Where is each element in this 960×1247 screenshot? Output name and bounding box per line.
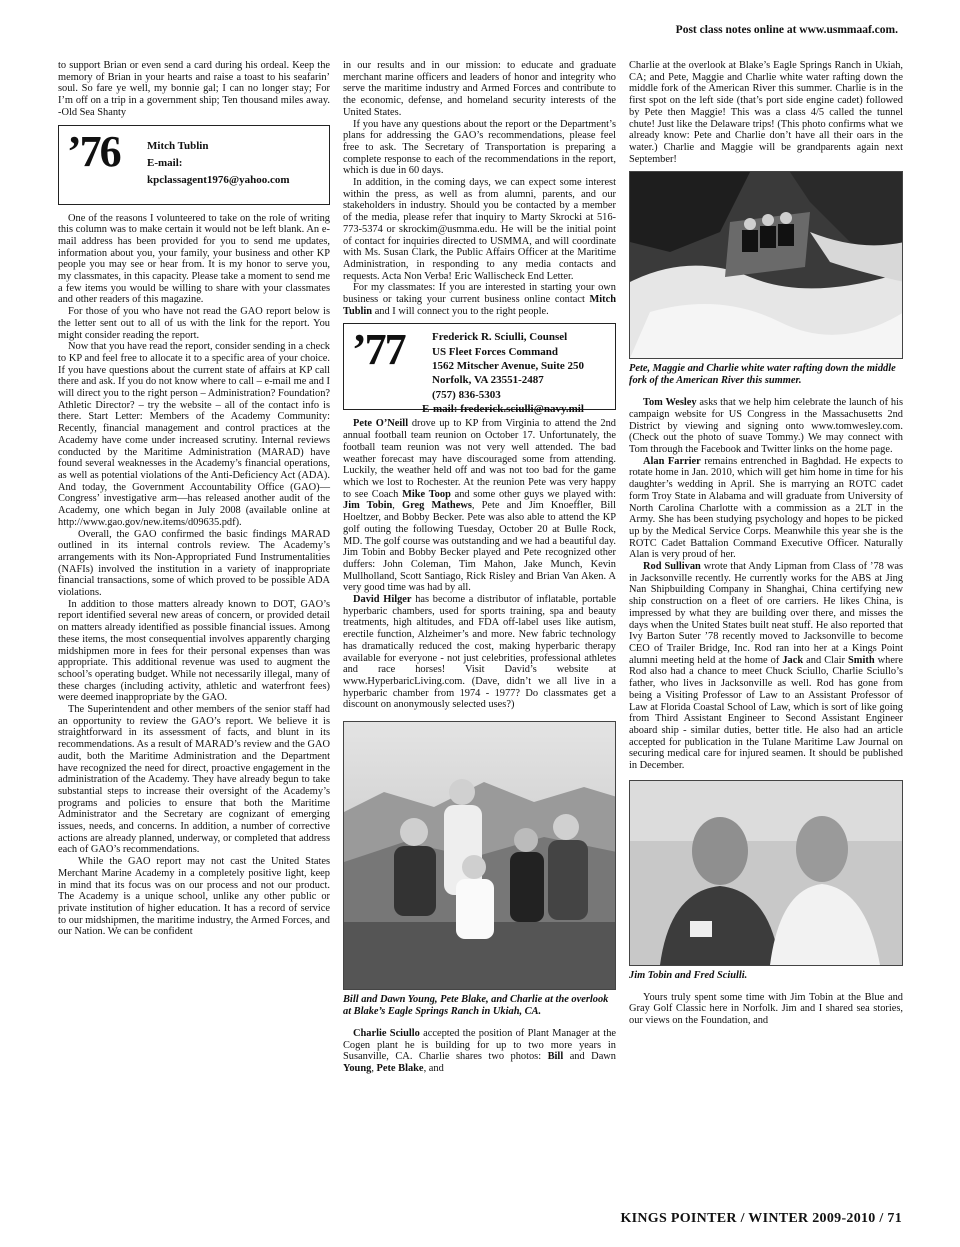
rafting-photo	[629, 171, 903, 359]
class-agent-address: 1562 Mitscher Avenue, Suite 250	[432, 360, 585, 373]
paragraph: Charlie Sciullo accepted the position of Plant Manager at the Cogen plant he is building for up to two more years in Susanville, CA. Charlie shares two photos: Bill and Dawn Young, Pete Blake, and	[343, 1027, 617, 1075]
paragraph: For my classmates: If you are interested in starting your own business or taking your current business online contact Mitch Tublin and I will connect you to the right people.	[343, 282, 616, 317]
photo-caption: Bill and Dawn Young, Pete Blake, and Charlie at the overlook at Blake’s Eagle Springs Ranch in Ukiah, CA.	[343, 994, 609, 1017]
paragraph: Pete O’Neill drove up to KP from Virginia to attend the 2nd annual football team reunion on October 17. Unfortunately, the football team reunion was not very well attended. The bad weather forecast may have discouraged some from attending. Luckily, the weather held off and was not too bad for the game which we lost to Rochester. At the reunion Pete was very happy to see Coach Mike Toop and some other guys we played with: Jim Tobin, Greg Mathews, Pete and Jim Knoeffler, Bill Hoeltzer, and Bobby Becker. Pete was also able to attend the KP golf outing the following Tuesday, October 20 at Bulle Rock, MD. The golf course was outstanding and we had a beautiful day. Jim Tobin and Bobby Becker played and Pete recognized other duffers: John Coleman, Tim Mahon, Jake Munch, Kevin Mullholland, Scott Santiago, Rick Risley and Brian Van Aken. A very good time was had by all.	[343, 418, 617, 594]
email-label: E-mail:	[147, 156, 183, 169]
paragraph: Rod Sullivan wrote that Andy Lipman from Class of ’78 was in Jacksonville recently. He currently works for the ABS at Jing Nan Shipbuilding Company in Shanghai, China certifying new ship construction on a fleet of ore carriers. He likes China, is impressed by what they are building over there, and misses the days when the United States built neat stuff. He also reported that Ivy Barton Suter ’78 recently moved to Jacksonville to become CEO of Trailer Bridge, Inc. Rod ran into her at a Kings Point alumni meeting held at the home of Jack and Clair Smith where Rod also had a chance to meet Chuck Sciullo, Charlie Sciullo’s father, who lives in Jacksonville as well. Rod has gone from being a Visiting Professor of Law to an Assistant Professor of Law at Florida Coastal School of Law, which is sort of like going from Third Assistant Engineer to Second Assistant Engineer aboard ship - similar duties, better title. He also had an article accepted for publication in the Tulane Maritime Law Journal on securing medical care for injured seamen. It should be published in December.	[629, 561, 904, 772]
class-agent-org: US Fleet Forces Command	[432, 345, 558, 358]
column-3	[629, 60, 903, 1027]
paragraph: David Hilger has become a distributor of inflatable, portable hyperbaric chambers, used for sports training, spa and beauty treatments, high altitudes, and FDA off-label uses like autism, erectile function, Alzheimer’s and more. New fabric technology has dramatically reduced the cost, making hyperbaric therapy available for everyone - not just celebrities, professional athletes and race horses! Visit David’s website at www.HyperbaricLiving.com. (Dave, didn’t we all live in a hyperbaric chamber from 1974 - 1977? Do classmates get a discount on anonymously selected uses?)	[343, 594, 616, 711]
paragraph: to support Brian or even send a card during his ordeal. Keep the memory of Brian in your hearts and raise a toast to his seafarin’ soul. So fare ye well, my bonnie gal; I can no longer stay; For I’m off on a trip in a government ship; Ten thousand miles away. -Old Sea Shanty	[58, 60, 330, 118]
group-photo	[343, 721, 616, 990]
class-76-box	[58, 125, 330, 205]
class-agent-name: Frederick R. Sciulli, Counsel	[432, 331, 568, 344]
photo-caption: Jim Tobin and Fred Sciulli.	[629, 969, 748, 981]
photo-caption: Pete, Maggie and Charlie white water rafting down the middle fork of the American River this summer.	[629, 363, 896, 387]
paragraph: If you have any questions about the report or the Department’s plans for addressing the GAO’s recommendations, please feel free to ask. The Secretary of Transportation is preparing a complete response to each of the recommendations in the report, which is due in 60 days.	[343, 118, 616, 177]
paragraph: In addition, in the coming days, we can expect some interest within the press, as well as from alumni, parents, and our stakeholders in industry. Should you be contacted by a member of the media, please refer that inquiry to Marty Skrocki at 516-773-5374 or skrockim@usmma.edu. He will be the initial point of contact for inquiries directed to USMMA, and will coordinate with Ms. Susan Clark, the Public Affairs Officer at the Maritime Administration, in responding to any media contacts and requests. Acta Non Verba! Eric Wallischeck End Letter.	[343, 177, 616, 282]
class-agent-phone: (757) 836-5303	[432, 388, 501, 401]
portrait-photo	[629, 780, 903, 966]
class-77-box	[343, 323, 616, 415]
paragraph: Overall, the GAO confirmed the basic findings MARAD outlined in its internal controls review. The Academy’s arrangements with its Non-Appropriated Fund Instrumentalities (NAFIs) involved the institution in a variety of inappropriate financial transactions, some of which proved to be possible ADA violations.	[58, 528, 330, 599]
paragraph: Tom Wesley asks that we help him celebrate the launch of his campaign website for US Congress in the Massachusetts 2nd District by viewing and signing onto www.tomwesley.com. (Check out the photo of suave Tommy.) We may connect with Tom through the Facebook and Twitter links on the home page.	[629, 397, 903, 456]
class-agent-name: Mitch Tublin	[147, 139, 209, 152]
paragraph: Charlie at the overlook at Blake’s Eagle Springs Ranch in Ukiah, CA; and Pete, Maggie and Charlie white water rafting down the middle fork of the American River this summer. Charlie is in the first spot on the left side (that’s port side engine cadet) followed by Pete then Maggie! This was a class 4/5 called the tunnel chute! Just like the Delaware trips! (This photo confirms what we already know: Pete and Charlie don’t have all their oars in the water.) Charlie and Maggie will be grandparents again next September!	[629, 60, 903, 165]
paragraph: Yours truly spent some time with Jim Tobin at the Blue and Gray Golf Classic here in Norfolk. Jim and I shared sea stories, our views on the Foundation, and	[629, 991, 903, 1027]
column-1	[58, 60, 330, 938]
paragraph: In addition to those matters already known to DOT, GAO’s report identified several new areas of concern, or provided detail on matters already identified as possible financial issues. Among these items, the most consequential involves apparently charging midshipmen more in fees for their personal expenses than was appropriate. This additional revenue was used to augment the school’s operating budget. While not necessarily illegal, many of these charges (including activity, athletic and waterfront fees) were deemed inappropriate by the GAO.	[58, 598, 330, 704]
paragraph: Now that you have read the report, consider sending in a check to KP and feel free to allocate it to a specific area of your choice. If you have questions about the current state of affairs at KP call there and ask. If you do not know where to call – e-mail me and I will direct you to the right person – Administration? Foundation? Athletic Director? – try the website – all of the contact info is there. Start Letter: Members of the Academy Community: Recently, financial management and control practices at the Academy have come under increased scrutiny. Internal reviews conducted by the Maritime Administration (MARAD) have found several weaknesses in the Academy’s financial operations, as well as potential violations of the Anti-Deficiency Act (ADA). And today, the Government Accountability Office (GAO)—Congress’ investigative arm—has released another audit of the Academy, one which began in July 2008 (available online at http://www.gao.gov/new.items/d09635.pdf).	[58, 341, 330, 528]
class-agent-city: Norfolk, VA 23551-2487	[432, 374, 544, 387]
column-2	[343, 60, 616, 1075]
portrait-photo-image	[630, 781, 903, 965]
paragraph: One of the reasons I volunteered to take on the role of writing this column was to make certain it would not be left blank. An e-mail address has been provided for you to send me updates, information about you, your family, your business and other KP people you may see or hear from. It is my honor to serve you, my classmates, in this capacity. Please take a moment to send me a few items you would be willing to share with your classmates and other readers of this magazine.	[58, 212, 330, 306]
class-year: ’77	[352, 325, 405, 375]
class-year: ’76	[67, 126, 120, 176]
paragraph: Alan Farrier remains entrenched in Baghdad. He expects to rotate home in Jan. 2010, which will get him home in time for his daughter’s wedding in April. She is marrying an ROTC cadet form Troy State in Alabama and will graduate from University of North Carolina Charlotte with a commission as a 2LT in the Army. She has been studying psychology and hopes to be picked up by the Medical Service Corps. Meanwhile this year she is the ROTC Cadet Battalion Command Executive Officer. Naturally Alan is very proud of her.	[629, 455, 903, 561]
paragraph: in our results and in our mission: to educate and graduate merchant marine officers and leaders of honor and integrity who serve the maritime industry and Armed Forces and contribute to the economic, defense, and homeland security interests of the United States.	[343, 60, 616, 118]
class-agent-email[interactable]: E-mail: frederick.sciulli@navy.mil	[422, 402, 584, 415]
rafting-photo-image	[630, 172, 903, 358]
paragraph: The Superintendent and other members of the senior staff had an opportunity to review the GAO’s report. We believe it is straightforward in its assessment of facts, and blunt in its recommendations. As a result of MARAD’s review and the GAO audit, both the Maritime Administration and the Department have recognized the need for direct, proactive engagement in the administration of the Academy. They have already begun to take substantial steps to increase their oversight of the Academy’s programs and policies to ensure that both the Maritime Administrator and the Secretary are cognizant of emerging issues, needs, and concerns. In addition, a number of corrective actions are already planned, underway, or completed that address each of GAO’s recommendations.	[58, 704, 330, 856]
class-agent-email[interactable]: kpclassagent1976@yahoo.com	[147, 173, 290, 186]
group-photo-image	[344, 722, 616, 989]
paragraph: For those of you who have not read the GAO report below is the letter sent out to all of us with the link for the report. You might consider reading the report.	[58, 306, 330, 341]
page-footer: KINGS POINTER / WINTER 2009-2010 / 71	[620, 1211, 902, 1226]
header-note: Post class notes online at www.usmmaaf.com.	[675, 24, 898, 36]
person-name: Mitch Tublin	[343, 294, 616, 317]
paragraph: While the GAO report may not cast the United States Merchant Marine Academy in a completely positive light, keep in mind that its focus was on our process and not our product. The Academy is a unique school, unlike any other public or private institution of higher education. It has a record of service to our midshipmen, the maritime industry, the Armed Forces, and our Nation. We can be confident	[58, 856, 330, 938]
